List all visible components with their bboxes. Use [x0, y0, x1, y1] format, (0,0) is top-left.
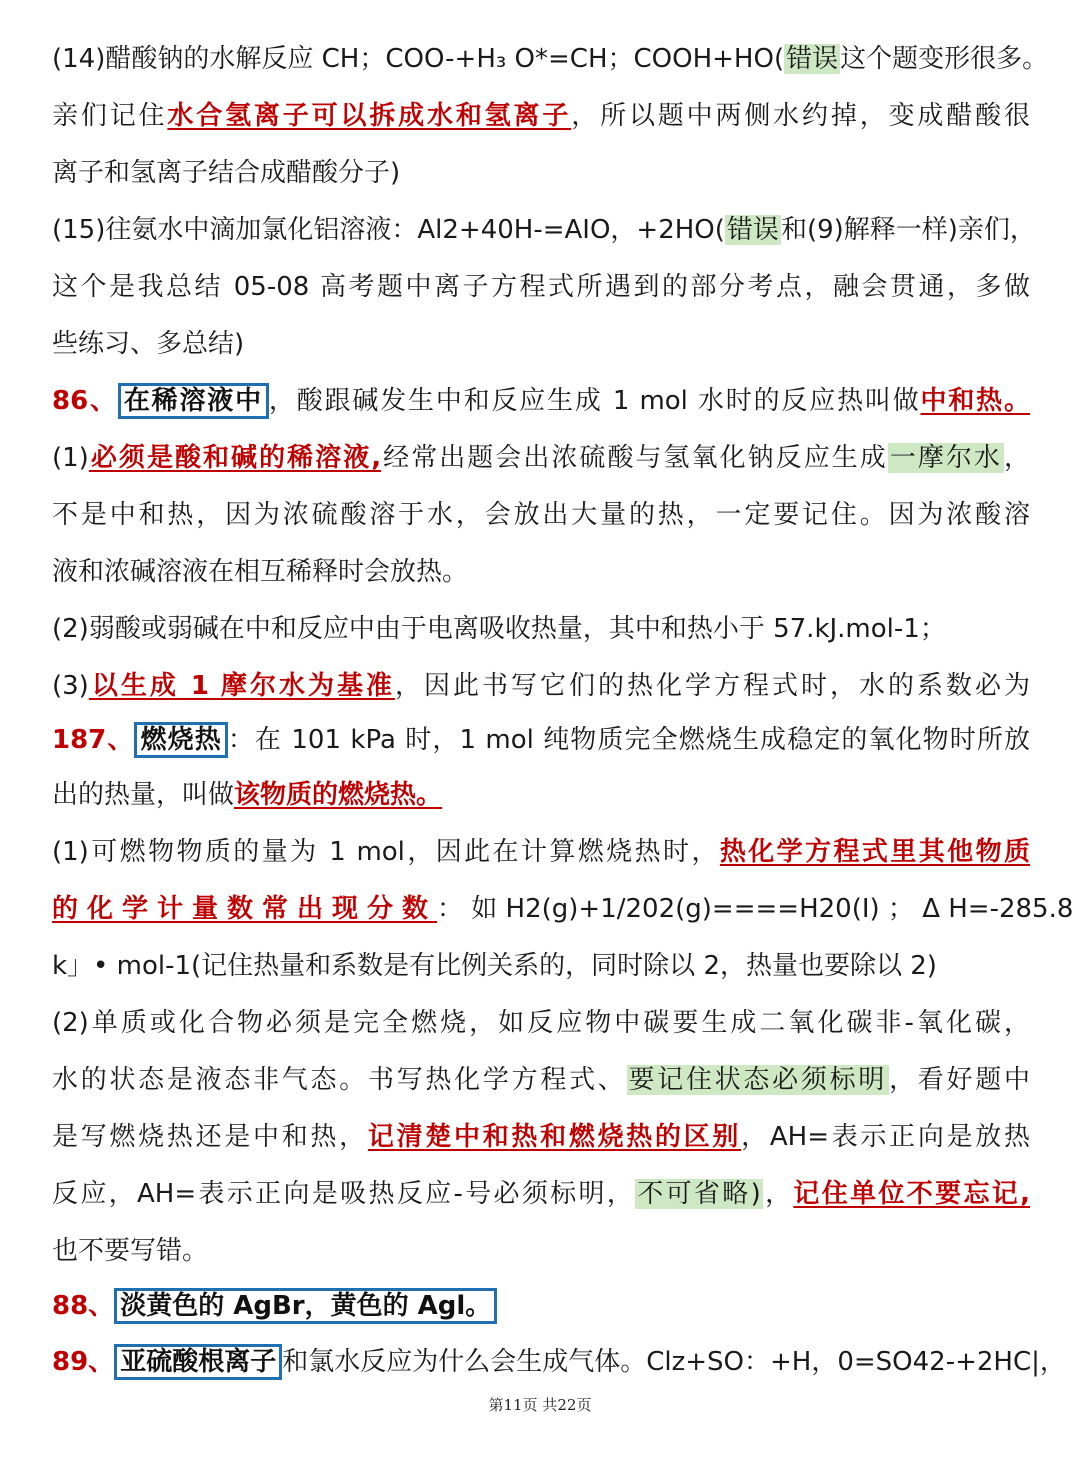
text-line: 水的状态是液态非气态。书写热化学方程式、要记住状态必须标明，看好题中: [52, 1065, 1030, 1095]
text-line: (1)必须是酸和碱的稀溶液,经常出题会出浓硫酸与氢氧化钠反应生成一摩尔水，: [52, 443, 1030, 473]
item-number: 86、: [52, 386, 118, 416]
red-emphasis: 的化学计量数常出现分数: [52, 894, 438, 924]
text-line: 出的热量，叫做该物质的燃烧热。: [52, 780, 443, 810]
highlight: 不可省略): [637, 1179, 761, 1209]
item-86: 86、 在稀溶液中 ，酸跟碱发生中和反应生成 1 mol 水时的反应热叫做中和热。: [52, 379, 1030, 423]
boxed-term: 亚硫酸根离子: [114, 1344, 282, 1380]
text-line-15: (15)往氨水中滴加氯化铝溶液：Al2+40H-=AIO，+2HO(错误和(9)解释一样)亲们，: [52, 215, 1036, 245]
text-line: 亲们记住水合氢离子可以拆成水和氢离子，所以题中两侧水约掉，变成醋酸很: [52, 101, 1030, 131]
red-emphasis: 水合氢离子可以拆成水和氢离子: [167, 101, 572, 131]
page-footer: 第11页 共22页: [488, 1396, 592, 1414]
text-line: (2)单质或化合物必须是完全燃烧，如反应物中碳要生成二氧化碳非-氧化碳，: [52, 1008, 1030, 1038]
highlight: 要记住状态必须标明: [628, 1065, 888, 1095]
text-line: 的化学计量数常出现分数： 如 H2(g)+1/202(g)====H20(I) ； Δ H=-285.8: [52, 894, 1074, 924]
text-line: 离子和氢离子结合成醋酸分子): [52, 158, 401, 188]
item-number: 187、: [52, 725, 135, 755]
text-line: 些练习、多总结): [52, 329, 245, 359]
red-emphasis: 中和热。: [920, 386, 1030, 416]
text-line: (1)可燃物物质的量为 1 mol，因此在计算燃烧热时，热化学方程式里其他物质: [52, 837, 1030, 867]
text-line: k」• mol-1(记住热量和系数是有比例关系的，同时除以 2，热量也要除以 2): [52, 951, 937, 981]
red-emphasis: 该物质的燃烧热。: [234, 780, 443, 810]
item-number: 88、: [52, 1291, 115, 1321]
highlight-error: 错误: [726, 215, 779, 245]
text-line: 也不要写错。: [52, 1236, 209, 1266]
boxed-term: 燃烧热: [134, 722, 227, 758]
text-line: 反应，AH=表示正向是吸热反应-号必须标明，不可省略)，记住单位不要忘记,: [52, 1179, 1030, 1209]
text-line: (3)以生成 1 摩尔水为基准，因此书写它们的热化学方程式时，水的系数必为: [52, 671, 1030, 701]
red-emphasis: 热化学方程式里其他物质: [719, 837, 1030, 867]
red-emphasis: 记清楚中和热和燃烧热的区别: [367, 1122, 742, 1152]
text-line: (2)弱酸或弱碱在中和反应中由于电离吸收热量，其中和热小于 57.kJ.mol-1；: [52, 614, 946, 644]
text-line-14: (14)醋酸钠的水解反应 CH；COO-+H₃ O*=CH；COOH+HO(错误这个题变形很多。: [52, 44, 1049, 74]
boxed-term: 在稀溶液中: [118, 383, 269, 419]
item-88: [52, 1284, 1030, 1328]
text-line: 液和浓碱溶液在相互稀释时会放热。: [52, 557, 469, 587]
text-line: 是写燃烧热还是中和热，记清楚中和热和燃烧热的区别，AH=表示正向是放热: [52, 1122, 1030, 1152]
red-emphasis: 以生成 1 摩尔水为基准: [88, 671, 396, 701]
highlight: 一摩尔水: [889, 443, 1002, 473]
red-emphasis: 记住单位不要忘记,: [793, 1179, 1030, 1209]
item-89: 89、 亚硫酸根离子 和氯水反应为什么会生成气体。Clz+SO：+H，0=SO42-+2HC|，: [52, 1340, 1030, 1384]
boxed-term: 淡黄色的 AgBr，黄色的 Agl。: [114, 1288, 497, 1324]
item-187: 187、 燃烧热 ：在 101 kPa 时，1 mol 纯物质完全燃烧生成稳定的氧化物时所放: [52, 718, 1030, 762]
text-line: 这个是我总结 05-08 高考题中离子方程式所遇到的部分考点，融会贯通，多做: [52, 272, 1030, 302]
red-emphasis: 必须是酸和碱的稀溶液,: [88, 443, 382, 473]
text-line: 不是中和热，因为浓硫酸溶于水，会放出大量的热，一定要记住。因为浓酸溶: [52, 500, 1030, 530]
highlight-error: 错误: [786, 44, 839, 74]
item-number: 89、: [52, 1347, 115, 1377]
